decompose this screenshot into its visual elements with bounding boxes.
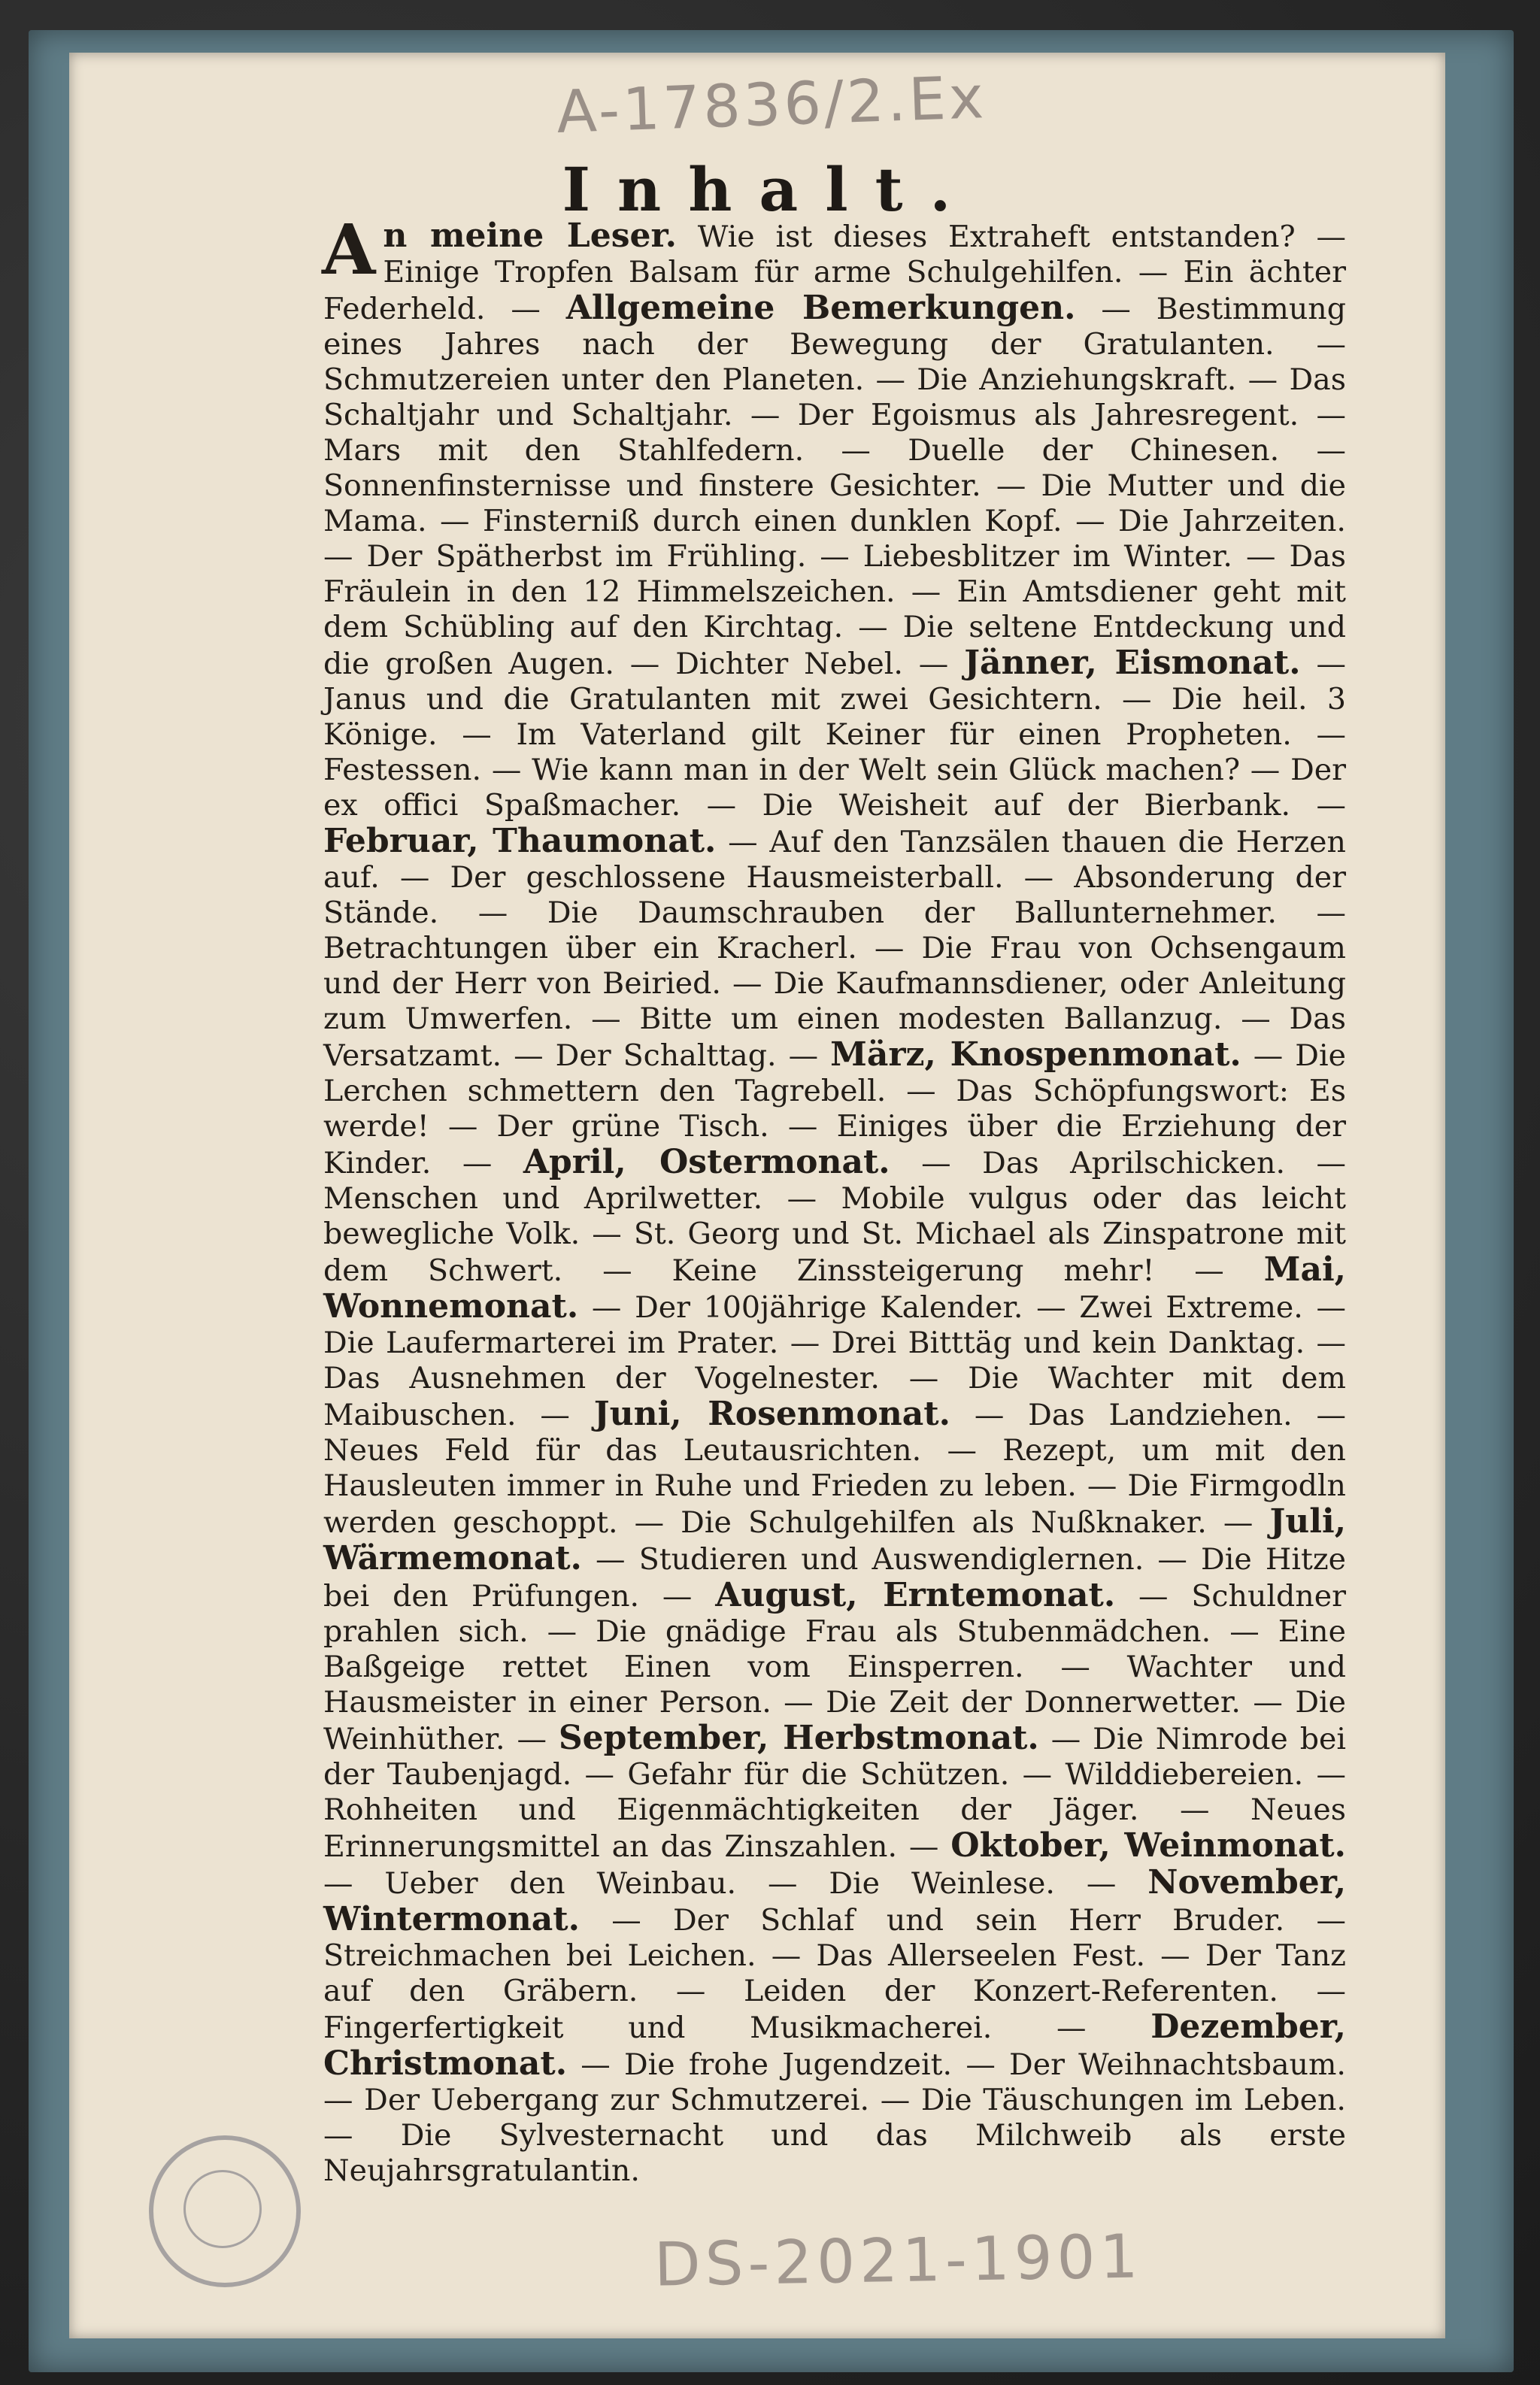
section-topics: — Schuldner prahlen sich. — Die gnädige Frau als Stubenmädchen. — Eine Baßgeige rettet Einen vom Einsperren. — Wachter und Hausmeister in einer Person. — Die Zeit der Donnerwetter. — Die Weinhüther. — [323, 1579, 1347, 1756]
section-topics: — Die Nimrode bei der Taubenjagd. — Gefahr für die Schützen. — Wilddiebereien. — Rohheiten und Eigenmächtigkeiten der Jäger. — Neues Erinnerungsmittel an das Zinszahlen. — [323, 1722, 1346, 1864]
section-heading: Jänner, Eismonat. [964, 644, 1301, 682]
section-heading: Juli, Wärmemonat. [323, 1502, 1347, 1577]
section-heading: Februar, Thaumonat. [323, 822, 717, 860]
lead-initial: A [322, 209, 376, 290]
section-topics: — Bestimmung eines Jahres nach der Bewegung der Gratulanten. — Schmutzereien unter den Planeten. — Die Anziehungskraft. — Das Schaltjahr und Schaltjahr. — Der Egoismus als Jahresregent. — Mars mit den Stahlfedern. — Duelle der Chinesen. — Sonnenfinsternisse und finstere Gesichter. — Die Mutter und die Mama. — Finsterniß durch einen dunklen Kopf. — Die Jahrzeiten. — Der Spätherbst im Frühling. — Liebesblitzer im Winter. — Das Fräulein in den 12 Himmelszeichen. — Ein Amtsdiener geht mit dem Schübling auf den Kirchtag. — Die seltene Entdeckung und die großen Augen. — Dichter Nebel. — [323, 292, 1347, 681]
section-topics: — Auf den Tanzsälen thauen die Herzen auf. — Der geschlossene Hausmeisterball. — Absonderung der Stände. — Die Daumschrauben der Ballunternehmer. — Betrachtungen über ein Kracherl. — Die Frau von Ochsengaum und der Herr von Beiried. — Die Kaufmannsdiener, oder Anleitung zum Umwerfen. — Bitte um einen modesten Ballanzug. — Das Versatzamt. — Der Schalttag. — [323, 825, 1346, 1073]
section-topics: — Die frohe Jugendzeit. — Der Weihnachtsbaum. — Der Uebergang zur Schmutzerei. — Die Täuschungen im Leben. — Die Sylvesternacht und das Milchweib als erste Neujahrsgratulantin. [323, 2047, 1346, 2188]
section-heading: Mai, Wonnemonat. [323, 1250, 1346, 1326]
section-topics: Wie ist dieses Extraheft entstanden? — Einige Tropfen Balsam für arme Schulgehilfen. — Ein ächter Federheld. — [323, 220, 1346, 326]
section-topics: — Studieren und Auswendiglernen. — Die Hitze bei den Prüfungen. — [323, 1542, 1347, 1614]
library-seal-icon [149, 2135, 301, 2287]
section-heading: August, Erntemonat. [715, 1576, 1116, 1614]
section-topics: — Ueber den Weinbau. — Die Weinlese. — [323, 1866, 1117, 1901]
page-title: Inhalt. [562, 154, 978, 225]
section-heading: November, Wintermonat. [323, 1863, 1347, 1938]
table-of-contents [322, 209, 1347, 2189]
section-topics: — Der Schlaf und sein Herr Bruder. — Streichmachen bei Leichen. — Das Allerseelen Fest. — Der Tanz auf den Gräbern. — Leiden der Konzert-Referenten. — Fingerfertigkeit und Musikmacherei. — [323, 1903, 1347, 2045]
section-heading: Juni, Rosenmonat. [593, 1395, 950, 1433]
section-heading: April, Ostermonat. [523, 1143, 890, 1181]
section-heading: n meine Leser. [383, 217, 677, 255]
section-heading: März, Knospenmonat. [830, 1035, 1241, 1074]
section-topics: — Das Landziehen. — Neues Feld für das Leutausrichten. — Rezept, um mit den Hausleuten immer in Ruhe und Frieden zu leben. — Die Firmgodln werden geschoppt. — Die Schulgehilfen als Nußknaker. — [323, 1398, 1346, 1540]
section-heading: Oktober, Weinmonat. [950, 1826, 1346, 1865]
section-heading: Allgemeine Bemerkungen. [565, 289, 1076, 327]
section-heading: Dezember, Christmonat. [323, 2008, 1346, 2083]
section-topics: — Der 100jährige Kalender. — Zwei Extreme. — Die Laufermarterei im Prater. — Drei Bitttäg und kein Danktag. — Das Ausnehmen der Vogelnester. — Die Wachter mit dem Maibuschen. — [323, 1290, 1346, 1432]
section-topics: — Die Lerchen schmettern den Tagrebell. — Das Schöpfungswort: Es werde! — Der grüne Tisch. — Einiges über die Erziehung der Kinder. — [323, 1038, 1346, 1180]
shelfmark-stamp: A-17836/2.Ex [555, 64, 988, 147]
inventory-stamp: DS-2021-1901 [653, 2221, 1144, 2300]
section-heading: September, Herbstmonat. [558, 1719, 1039, 1757]
section-topics: — Das Aprilschicken. — Menschen und Aprilwetter. — Mobile vulgus oder das leicht bewegliche Volk. — St. Georg und St. Michael als Zinspatrone mit dem Schwert. — Keine Zinssteigerung mehr! — [323, 1146, 1346, 1288]
section-topics: — Janus und die Gratulanten mit zwei Gesichtern. — Die heil. 3 Könige. — Im Vaterland gilt Keiner für einen Propheten. — Festessen. — Wie kann man in der Welt sein Glück machen? — Der ex offici Spaßmacher. — Die Weisheit auf der Bierbank. — [323, 647, 1347, 823]
